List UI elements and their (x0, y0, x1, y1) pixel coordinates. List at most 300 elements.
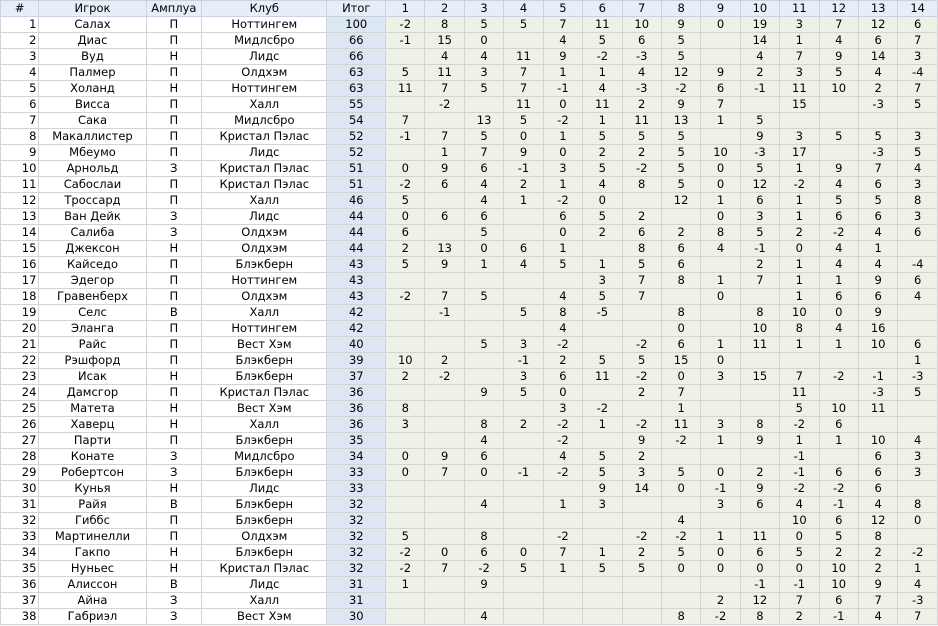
player-name[interactable]: Мартинелли (39, 529, 146, 545)
round-score[interactable] (622, 513, 661, 529)
round-score[interactable]: -5 (583, 305, 622, 321)
player-position[interactable]: Н (146, 49, 202, 65)
round-score[interactable]: -2 (661, 433, 700, 449)
round-score[interactable]: 1 (858, 241, 897, 257)
round-score[interactable] (701, 577, 740, 593)
player-name[interactable]: Висса (39, 97, 146, 113)
player-club[interactable]: Блэкберн (202, 497, 327, 513)
player-club[interactable]: Халл (202, 417, 327, 433)
round-score[interactable] (583, 529, 622, 545)
round-score[interactable] (780, 113, 819, 129)
round-score[interactable] (425, 529, 464, 545)
round-score[interactable] (583, 593, 622, 609)
player-club[interactable]: Олдхэм (202, 529, 327, 545)
round-score[interactable] (386, 97, 425, 113)
round-score[interactable]: 5 (858, 193, 897, 209)
row-number[interactable]: 14 (1, 225, 39, 241)
round-score[interactable]: 0 (661, 369, 700, 385)
player-name[interactable]: Рэшфорд (39, 353, 146, 369)
total-score[interactable]: 46 (327, 193, 386, 209)
round-score[interactable]: 9 (701, 65, 740, 81)
round-score[interactable]: 4 (819, 33, 858, 49)
round-score[interactable] (425, 385, 464, 401)
round-score[interactable]: -2 (386, 289, 425, 305)
round-score[interactable]: 3 (622, 465, 661, 481)
round-score[interactable]: 5 (464, 289, 503, 305)
player-position[interactable]: П (146, 337, 202, 353)
round-score[interactable] (740, 401, 779, 417)
player-club[interactable]: Кристал Пэлас (202, 161, 327, 177)
round-score[interactable]: 13 (464, 113, 503, 129)
round-score[interactable]: 9 (858, 305, 897, 321)
round-score[interactable]: 5 (819, 193, 858, 209)
player-position[interactable]: П (146, 129, 202, 145)
player-club[interactable]: Вест Хэм (202, 337, 327, 353)
player-name[interactable]: Сака (39, 113, 146, 129)
row-number[interactable]: 30 (1, 481, 39, 497)
round-score[interactable]: 3 (543, 161, 582, 177)
round-score[interactable]: 1 (819, 337, 858, 353)
round-score[interactable]: 9 (819, 49, 858, 65)
round-score[interactable]: 7 (543, 17, 582, 33)
round-score[interactable] (425, 337, 464, 353)
player-name[interactable]: Матета (39, 401, 146, 417)
round-score[interactable]: 1 (543, 561, 582, 577)
round-score[interactable] (701, 129, 740, 145)
round-score[interactable]: -1 (858, 369, 897, 385)
round-score[interactable] (701, 33, 740, 49)
round-score[interactable]: 5 (583, 33, 622, 49)
round-score[interactable]: 6 (622, 33, 661, 49)
round-score[interactable]: 5 (858, 129, 897, 145)
round-score[interactable]: 2 (386, 369, 425, 385)
total-score[interactable]: 32 (327, 513, 386, 529)
player-name[interactable]: Палмер (39, 65, 146, 81)
player-position[interactable]: П (146, 65, 202, 81)
round-score[interactable]: 1 (543, 129, 582, 145)
round-score[interactable]: 19 (740, 17, 779, 33)
total-score[interactable]: 44 (327, 225, 386, 241)
round-score[interactable]: -2 (583, 49, 622, 65)
round-score[interactable]: 8 (740, 305, 779, 321)
round-score[interactable] (504, 401, 543, 417)
round-score[interactable]: 5 (622, 129, 661, 145)
round-score[interactable]: 1 (543, 65, 582, 81)
row-number[interactable]: 1 (1, 17, 39, 33)
player-position[interactable]: Н (146, 369, 202, 385)
round-score[interactable]: 11 (661, 417, 700, 433)
round-score[interactable]: 3 (583, 497, 622, 513)
round-score[interactable]: 7 (898, 609, 938, 625)
round-score[interactable]: -2 (661, 81, 700, 97)
round-score[interactable]: 1 (780, 257, 819, 273)
round-score[interactable]: 3 (898, 129, 938, 145)
round-score[interactable] (386, 305, 425, 321)
total-score[interactable]: 35 (327, 433, 386, 449)
round-score[interactable] (858, 353, 897, 369)
round-score[interactable]: -1 (386, 129, 425, 145)
round-score[interactable] (386, 385, 425, 401)
total-score[interactable]: 52 (327, 145, 386, 161)
round-score[interactable]: 6 (543, 209, 582, 225)
row-number[interactable]: 16 (1, 257, 39, 273)
player-position[interactable]: Н (146, 401, 202, 417)
round-score[interactable]: 3 (701, 369, 740, 385)
round-score[interactable]: 7 (898, 81, 938, 97)
player-club[interactable]: Олдхэм (202, 225, 327, 241)
player-position[interactable]: П (146, 145, 202, 161)
round-score[interactable]: 15 (661, 353, 700, 369)
round-score[interactable]: 1 (701, 529, 740, 545)
round-score[interactable]: 2 (622, 449, 661, 465)
round-score[interactable]: 0 (701, 561, 740, 577)
round-score[interactable]: 7 (425, 129, 464, 145)
round-score[interactable]: 4 (464, 433, 503, 449)
column-header[interactable]: # (1, 1, 39, 17)
total-score[interactable]: 32 (327, 545, 386, 561)
round-score[interactable]: 3 (583, 273, 622, 289)
round-score[interactable] (819, 145, 858, 161)
round-score[interactable]: 4 (504, 257, 543, 273)
round-score[interactable]: 0 (504, 129, 543, 145)
round-score[interactable]: 4 (464, 49, 503, 65)
player-club[interactable]: Халл (202, 193, 327, 209)
round-score[interactable]: 5 (543, 257, 582, 273)
round-score[interactable]: 4 (543, 33, 582, 49)
row-number[interactable]: 17 (1, 273, 39, 289)
round-score[interactable] (543, 481, 582, 497)
round-score[interactable] (504, 289, 543, 305)
column-header[interactable]: 5 (543, 1, 582, 17)
player-club[interactable]: Кристал Пэлас (202, 385, 327, 401)
player-name[interactable]: Дамсгор (39, 385, 146, 401)
round-score[interactable]: 9 (740, 481, 779, 497)
round-score[interactable]: -2 (543, 529, 582, 545)
round-score[interactable]: 0 (386, 209, 425, 225)
round-score[interactable] (386, 433, 425, 449)
round-score[interactable] (464, 353, 503, 369)
round-score[interactable]: 8 (464, 529, 503, 545)
round-score[interactable]: 6 (425, 209, 464, 225)
round-score[interactable]: 3 (504, 369, 543, 385)
total-score[interactable]: 54 (327, 113, 386, 129)
round-score[interactable]: 4 (701, 241, 740, 257)
round-score[interactable]: 3 (898, 177, 938, 193)
round-score[interactable]: 0 (661, 561, 700, 577)
round-score[interactable] (622, 401, 661, 417)
round-score[interactable]: 9 (425, 257, 464, 273)
round-score[interactable]: 10 (622, 17, 661, 33)
player-position[interactable]: П (146, 273, 202, 289)
round-score[interactable] (464, 593, 503, 609)
player-position[interactable]: П (146, 257, 202, 273)
round-score[interactable]: 8 (464, 417, 503, 433)
player-name[interactable]: Райя (39, 497, 146, 513)
player-name[interactable]: Троссард (39, 193, 146, 209)
round-score[interactable]: 7 (780, 593, 819, 609)
round-score[interactable] (425, 481, 464, 497)
round-score[interactable]: 11 (386, 81, 425, 97)
round-score[interactable]: 10 (819, 577, 858, 593)
round-score[interactable] (740, 385, 779, 401)
round-score[interactable]: 8 (425, 17, 464, 33)
player-name[interactable]: Райс (39, 337, 146, 353)
round-score[interactable]: -3 (898, 593, 938, 609)
column-header[interactable]: 1 (386, 1, 425, 17)
row-number[interactable]: 33 (1, 529, 39, 545)
player-name[interactable]: Конате (39, 449, 146, 465)
round-score[interactable]: 6 (819, 209, 858, 225)
round-score[interactable]: -4 (898, 65, 938, 81)
row-number[interactable]: 27 (1, 433, 39, 449)
player-name[interactable]: Гравенберх (39, 289, 146, 305)
round-score[interactable] (504, 481, 543, 497)
row-number[interactable]: 15 (1, 241, 39, 257)
round-score[interactable]: 7 (858, 161, 897, 177)
round-score[interactable]: 5 (386, 193, 425, 209)
round-score[interactable] (701, 257, 740, 273)
player-position[interactable]: П (146, 433, 202, 449)
round-score[interactable]: -2 (464, 561, 503, 577)
round-score[interactable]: 7 (858, 593, 897, 609)
round-score[interactable]: 2 (504, 177, 543, 193)
round-score[interactable]: -1 (740, 241, 779, 257)
row-number[interactable]: 36 (1, 577, 39, 593)
round-score[interactable] (386, 481, 425, 497)
player-club[interactable]: Ноттингем (202, 17, 327, 33)
player-club[interactable]: Лидс (202, 577, 327, 593)
total-score[interactable]: 31 (327, 577, 386, 593)
player-position[interactable]: П (146, 353, 202, 369)
round-score[interactable]: 7 (661, 385, 700, 401)
player-name[interactable]: Салиба (39, 225, 146, 241)
round-score[interactable] (622, 305, 661, 321)
row-number[interactable]: 13 (1, 209, 39, 225)
round-score[interactable]: 9 (740, 129, 779, 145)
column-header[interactable]: 10 (740, 1, 779, 17)
round-score[interactable]: 15 (740, 369, 779, 385)
round-score[interactable]: 0 (701, 353, 740, 369)
round-score[interactable]: 1 (543, 497, 582, 513)
round-score[interactable]: 1 (701, 337, 740, 353)
player-name[interactable]: Вуд (39, 49, 146, 65)
player-club[interactable]: Блэкберн (202, 513, 327, 529)
round-score[interactable] (740, 353, 779, 369)
round-score[interactable]: 1 (701, 193, 740, 209)
column-header[interactable]: 8 (661, 1, 700, 17)
round-score[interactable]: 5 (583, 289, 622, 305)
player-position[interactable]: П (146, 33, 202, 49)
round-score[interactable]: -1 (780, 465, 819, 481)
round-score[interactable]: 4 (780, 497, 819, 513)
round-score[interactable] (504, 577, 543, 593)
round-score[interactable]: 7 (386, 113, 425, 129)
round-score[interactable] (661, 449, 700, 465)
round-score[interactable]: 3 (898, 449, 938, 465)
column-header[interactable]: Клуб (202, 1, 327, 17)
round-score[interactable]: 9 (740, 433, 779, 449)
player-club[interactable]: Лидс (202, 209, 327, 225)
round-score[interactable]: 1 (819, 433, 858, 449)
round-score[interactable]: 3 (504, 337, 543, 353)
round-score[interactable]: 4 (898, 289, 938, 305)
round-score[interactable] (425, 193, 464, 209)
total-score[interactable]: 36 (327, 417, 386, 433)
row-number[interactable]: 8 (1, 129, 39, 145)
row-number[interactable]: 7 (1, 113, 39, 129)
round-score[interactable] (583, 433, 622, 449)
player-name[interactable]: Эланга (39, 321, 146, 337)
round-score[interactable]: 5 (819, 529, 858, 545)
round-score[interactable]: 4 (858, 497, 897, 513)
player-club[interactable]: Мидлсбро (202, 33, 327, 49)
round-score[interactable] (504, 609, 543, 625)
round-score[interactable] (386, 609, 425, 625)
row-number[interactable]: 11 (1, 177, 39, 193)
total-score[interactable]: 42 (327, 321, 386, 337)
round-score[interactable]: 5 (583, 465, 622, 481)
round-score[interactable] (425, 513, 464, 529)
round-score[interactable] (898, 417, 938, 433)
round-score[interactable] (386, 513, 425, 529)
player-club[interactable]: Олдхэм (202, 65, 327, 81)
round-score[interactable]: 0 (543, 145, 582, 161)
round-score[interactable]: 6 (858, 481, 897, 497)
total-score[interactable]: 32 (327, 529, 386, 545)
player-position[interactable]: Н (146, 81, 202, 97)
round-score[interactable] (701, 401, 740, 417)
round-score[interactable] (661, 593, 700, 609)
round-score[interactable]: 7 (740, 273, 779, 289)
round-score[interactable]: 7 (780, 369, 819, 385)
round-score[interactable]: 6 (740, 497, 779, 513)
round-score[interactable] (898, 241, 938, 257)
round-score[interactable]: 9 (425, 449, 464, 465)
round-score[interactable]: 4 (819, 321, 858, 337)
round-score[interactable]: -2 (622, 417, 661, 433)
round-score[interactable]: 5 (661, 145, 700, 161)
player-club[interactable]: Блэкберн (202, 433, 327, 449)
round-score[interactable]: 0 (701, 209, 740, 225)
round-score[interactable]: 2 (425, 353, 464, 369)
round-score[interactable]: 10 (858, 337, 897, 353)
round-score[interactable]: 4 (583, 81, 622, 97)
player-name[interactable]: Габриэл (39, 609, 146, 625)
round-score[interactable] (504, 529, 543, 545)
player-name[interactable]: Джексон (39, 241, 146, 257)
player-position[interactable]: Н (146, 561, 202, 577)
round-score[interactable]: 4 (819, 257, 858, 273)
round-score[interactable]: -3 (858, 145, 897, 161)
round-score[interactable]: 5 (464, 81, 503, 97)
round-score[interactable]: 5 (386, 529, 425, 545)
round-score[interactable]: 6 (661, 257, 700, 273)
round-score[interactable]: 5 (740, 161, 779, 177)
round-score[interactable]: -1 (504, 353, 543, 369)
round-score[interactable]: 1 (780, 433, 819, 449)
round-score[interactable] (701, 321, 740, 337)
round-score[interactable]: 6 (464, 161, 503, 177)
round-score[interactable]: 1 (583, 65, 622, 81)
round-score[interactable]: 5 (504, 561, 543, 577)
round-score[interactable]: 0 (661, 481, 700, 497)
round-score[interactable]: 9 (543, 49, 582, 65)
round-score[interactable] (661, 289, 700, 305)
round-score[interactable]: 2 (504, 417, 543, 433)
round-score[interactable]: 4 (464, 193, 503, 209)
round-score[interactable]: 0 (701, 465, 740, 481)
round-score[interactable]: 10 (858, 433, 897, 449)
player-position[interactable]: Н (146, 545, 202, 561)
round-score[interactable] (583, 609, 622, 625)
round-score[interactable]: -4 (898, 257, 938, 273)
round-score[interactable]: 2 (386, 241, 425, 257)
row-number[interactable]: 9 (1, 145, 39, 161)
round-score[interactable]: 10 (819, 561, 858, 577)
player-name[interactable]: Салах (39, 17, 146, 33)
round-score[interactable] (583, 577, 622, 593)
player-position[interactable]: В (146, 305, 202, 321)
round-score[interactable]: -1 (819, 497, 858, 513)
round-score[interactable] (622, 609, 661, 625)
round-score[interactable]: 12 (740, 177, 779, 193)
round-score[interactable]: -2 (898, 545, 938, 561)
round-score[interactable]: 2 (622, 97, 661, 113)
total-score[interactable]: 51 (327, 161, 386, 177)
player-position[interactable]: П (146, 193, 202, 209)
round-score[interactable]: 11 (780, 385, 819, 401)
round-score[interactable]: 1 (543, 241, 582, 257)
round-score[interactable]: 10 (780, 513, 819, 529)
round-score[interactable]: 0 (780, 529, 819, 545)
round-score[interactable]: 10 (819, 401, 858, 417)
player-club[interactable]: Блэкберн (202, 465, 327, 481)
player-club[interactable]: Ноттингем (202, 81, 327, 97)
round-score[interactable]: 11 (504, 97, 543, 113)
round-score[interactable]: -1 (543, 81, 582, 97)
round-score[interactable]: -2 (425, 97, 464, 113)
player-club[interactable]: Лидс (202, 49, 327, 65)
player-club[interactable]: Ноттингем (202, 273, 327, 289)
round-score[interactable]: 9 (464, 385, 503, 401)
round-score[interactable]: 16 (858, 321, 897, 337)
round-score[interactable] (425, 113, 464, 129)
round-score[interactable]: -1 (425, 305, 464, 321)
column-header[interactable]: 6 (583, 1, 622, 17)
round-score[interactable]: 4 (464, 497, 503, 513)
column-header[interactable]: 11 (780, 1, 819, 17)
round-score[interactable] (386, 145, 425, 161)
total-score[interactable]: 43 (327, 257, 386, 273)
round-score[interactable]: 6 (858, 33, 897, 49)
round-score[interactable]: 0 (701, 17, 740, 33)
round-score[interactable] (464, 97, 503, 113)
total-score[interactable]: 63 (327, 81, 386, 97)
round-score[interactable]: 15 (425, 33, 464, 49)
round-score[interactable]: 0 (543, 225, 582, 241)
round-score[interactable]: 0 (780, 241, 819, 257)
round-score[interactable]: 6 (661, 241, 700, 257)
round-score[interactable]: -2 (543, 337, 582, 353)
round-score[interactable]: 2 (858, 81, 897, 97)
round-score[interactable]: -1 (701, 481, 740, 497)
round-score[interactable] (740, 289, 779, 305)
round-score[interactable]: -3 (898, 369, 938, 385)
round-score[interactable]: 2 (780, 225, 819, 241)
column-header[interactable]: 7 (622, 1, 661, 17)
round-score[interactable] (504, 33, 543, 49)
round-score[interactable]: 1 (583, 113, 622, 129)
